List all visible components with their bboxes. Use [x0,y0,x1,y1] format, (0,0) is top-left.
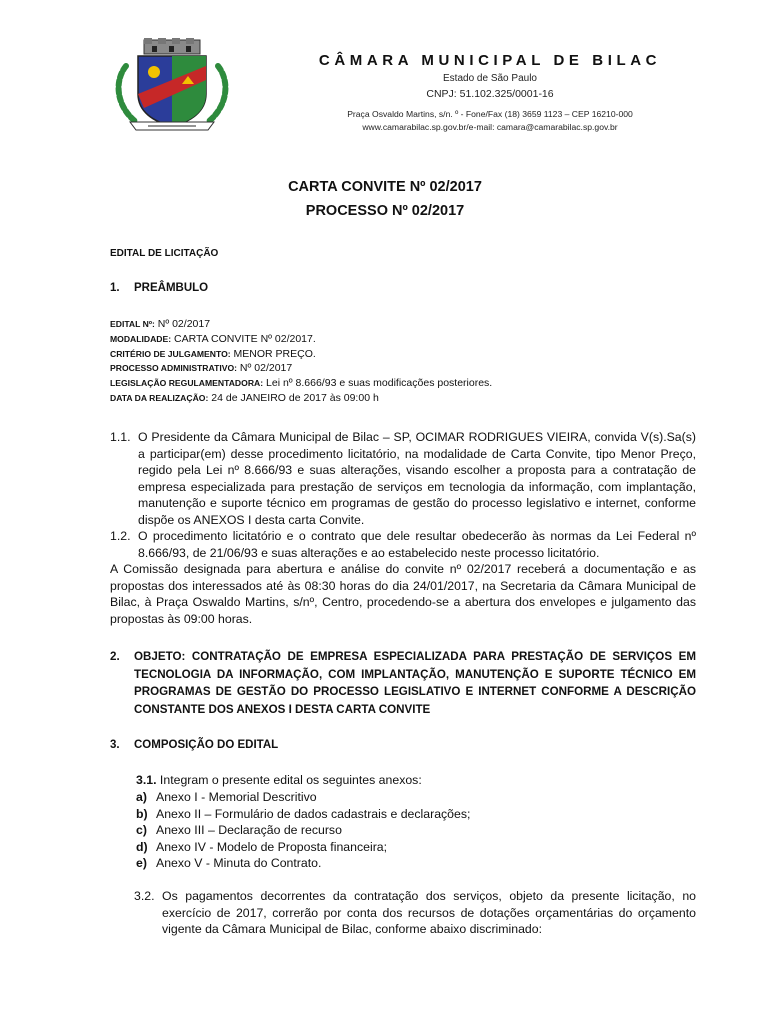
meta-processo: PROCESSO ADMINISTRATIVO: Nº 02/2017 [110,362,293,374]
edital-label: EDITAL DE LICITAÇÃO [110,248,219,259]
clause-3-2-text: Os pagamentos decorrentes da contratação dos serviços, objeto da presente licitação, no exercício de 2017, correrão por conta dos recursos de dotações orçamentárias do orçamento vigente da Câmara Municipal de Bilac, conforme abaixo discriminado: [162,889,696,936]
institution-name: CÂMARA MUNICIPAL DE BILAC [318,52,662,69]
commission-paragraph: A Comissão designada para abertura e análise do convite nº 02/2017 receberá a documentação e as propostas dos interessados até às 08:30 horas do dia 24/01/2017, na Secretaria da Câmara Municipal de Bilac, à Praça Oswaldo Martins, s/nº, Centro, procedendo-se a abertura dos envelopes e julgamento das propostas às 09:00 horas. [110,562,696,626]
clause-1-2-text: O procedimento licitatório e o contrato que dele resultar obedecerão às normas da Lei Federal nº 8.666/93, de 21/06/93 e suas alterações e ao estabelecido neste processo licitatório. [138,529,696,560]
clause-3-2 [134,888,696,938]
clause-3-1-num: 3.1. [136,773,157,787]
object-section [110,648,696,718]
doc-title-processo: PROCESSO Nº 02/2017 [305,203,465,219]
state-line: Estado de São Paulo [443,73,537,84]
meta-modalidade: MODALIDADE: CARTA CONVITE Nº 02/2017. [110,333,316,345]
meta-criterio: CRITÉRIO DE JULGAMENTO: MENOR PREÇO. [110,348,316,360]
preamble-num: 1. [110,282,120,294]
list-item: c) Anexo III – Declaração de recurso [136,823,342,837]
meta-legislacao: LEGISLAÇÃO REGULAMENTADORA: Lei nº 8.666/93 e suas modificações posteriores. [110,377,493,389]
clause-1-1-num: 1.1. [110,430,131,444]
coat-of-arms-icon [108,36,236,134]
clause-1-1 [110,429,696,528]
clause-3-2-num: 3.2. [134,889,155,903]
list-item: a) Anexo I - Memorial Descritivo [136,790,317,804]
list-item: b) Anexo II – Formulário de dados cadastrais e declarações; [136,806,471,821]
object-text: OBJETO: CONTRATAÇÃO DE EMPRESA ESPECIALIZADA PARA PRESTAÇÃO DE SERVIÇOS EM TECNOLOGIA DA INFORMAÇÃO, COM IMPLANTAÇÃO, MANUTENÇÃO E SUPORTE TÉCNICO EM PROGRAMAS DE GESTÃO DO PROCESSO LEGISLATIVO E INTERNET CONFORME A DESCRIÇÃO CONSTANTE DOS ANEXOS I DESTA CARTA CONVITE [134,650,696,716]
composition-heading: COMPOSIÇÃO DO EDITAL [134,739,279,751]
composition-num: 3. [110,739,120,751]
clause-1-1-text: O Presidente da Câmara Municipal de Bilac – SP, OCIMAR RODRIGUES VIEIRA, convida V(s).Sa(s) a participar(em) desse procedimento licitatório, na modalidade de Carta Convite, tipo Menor Preço, regido pela Lei nº 8.666/93 e suas alterações, visando escolher a proposta para a contratação de empresa especializada para prestação de serviços em tecnologia da informação, com implantação, manutenção e suporte técnico em programas de gestão do processo legislativo e internet, conforme dispõe os ANEXOS I desta carta Convite. [138,430,696,527]
doc-title-convite: CARTA CONVITE Nº 02/2017 [288,179,482,195]
list-item: d) Anexo IV - Modelo de Proposta financeira; [136,839,388,854]
clause-1-2-num: 1.2. [110,529,131,543]
annex-list [136,789,470,872]
cnpj-line: CNPJ: 51.102.325/0001-16 [426,88,554,100]
object-num: 2. [110,650,120,663]
address-line: Praça Osvaldo Martins, s/n. º - Fone/Fax (18) 3659 1123 – CEP 16210-000 [347,109,633,119]
web-line: www.camarabilac.sp.gov.br/e-mail: camara@camarabilac.sp.gov.br [362,122,618,132]
meta-data: DATA DA REALIZAÇÃO: 24 de JANEIRO de 2017 às 09:00 h [110,392,379,404]
list-item: e) Anexo V - Minuta do Contrato. [136,856,322,870]
clause-3-1-text: Integram o presente edital os seguintes anexos: [156,773,422,787]
meta-edital: EDITAL Nº: Nº 02/2017 [110,318,211,330]
clause-3-1 [136,772,422,789]
clause-1-2 [110,528,696,561]
preamble-heading: PREÂMBULO [134,282,209,294]
